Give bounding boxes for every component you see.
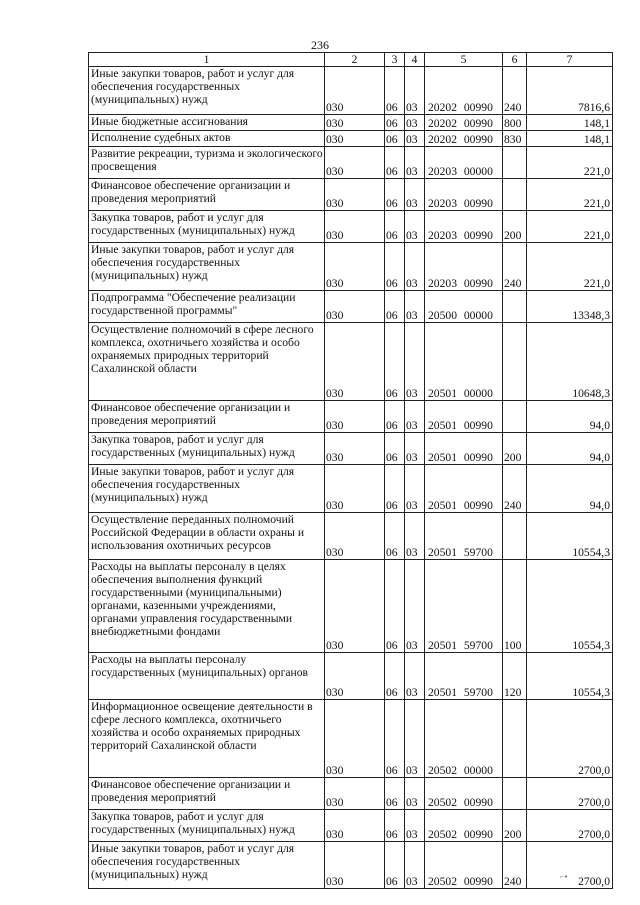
section-cell: 06 xyxy=(385,842,405,889)
target-article-cell: 20203 00990 xyxy=(425,179,503,211)
row-name: Развитие рекреации, туризма и экологического просвещения xyxy=(89,147,325,179)
code-cell: 030 xyxy=(325,778,385,810)
row-name: Финансовое обеспечение организации и проведения мероприятий xyxy=(89,778,325,810)
expense-type-cell: 240 xyxy=(503,243,527,291)
amount-cell: 148,1 xyxy=(527,131,613,147)
subsection-cell: 03 xyxy=(405,291,425,323)
column-header: 2 xyxy=(325,53,385,67)
target-article-cell: 20203 00990 xyxy=(425,211,503,243)
row-name: Осуществление переданных полномочий Российской Федерации в области охраны и использования охотничьих ресурсов xyxy=(89,513,325,560)
expense-type-cell xyxy=(503,291,527,323)
subsection-cell: 03 xyxy=(405,115,425,131)
row-name: Закупка товаров, работ и услуг для государственных (муниципальных) нужд xyxy=(89,433,325,465)
amount-cell: 94,0 xyxy=(527,465,613,513)
table-row xyxy=(89,243,613,291)
section-cell: 06 xyxy=(385,433,405,465)
amount-cell: 94,0 xyxy=(527,401,613,433)
expense-type-cell xyxy=(503,323,527,401)
section-cell: 06 xyxy=(385,243,405,291)
column-header: 5 xyxy=(425,53,503,67)
row-name: Иные закупки товаров, работ и услуг для обеспечения государственных (муниципальных) нужд xyxy=(89,842,325,889)
table-row xyxy=(89,465,613,513)
code-cell: 030 xyxy=(325,810,385,842)
row-name: Осуществление полномочий в сфере лесного комплекса, охотничьего хозяйства и особо охраняемых природных территорий Сахалинской области xyxy=(89,323,325,401)
amount-cell: 148,1 xyxy=(527,115,613,131)
amount-cell: 2700,0 xyxy=(527,810,613,842)
amount-cell: 10554,3 xyxy=(527,560,613,653)
section-cell: 06 xyxy=(385,67,405,115)
subsection-cell: 03 xyxy=(405,842,425,889)
section-cell: 06 xyxy=(385,810,405,842)
row-name: Иные бюджетные ассигнования xyxy=(89,115,325,131)
subsection-cell: 03 xyxy=(405,465,425,513)
expense-type-cell xyxy=(503,778,527,810)
code-cell: 030 xyxy=(325,67,385,115)
amount-cell: 221,0 xyxy=(527,179,613,211)
row-name: Исполнение судебных актов xyxy=(89,131,325,147)
column-header: 7 xyxy=(527,53,613,67)
target-article-cell: 20501 59700 xyxy=(425,513,503,560)
code-cell: 030 xyxy=(325,179,385,211)
table-row xyxy=(89,778,613,810)
amount-cell: 10554,3 xyxy=(527,513,613,560)
code-cell: 030 xyxy=(325,433,385,465)
row-name: Информационное освещение деятельности в сфере лесного комплекса, охотничьего хозяйства и особо охраняемых природных территорий Сахалинской области xyxy=(89,700,325,778)
subsection-cell: 03 xyxy=(405,810,425,842)
subsection-cell: 03 xyxy=(405,67,425,115)
section-cell: 06 xyxy=(385,778,405,810)
expense-type-cell: 120 xyxy=(503,653,527,700)
code-cell: 030 xyxy=(325,465,385,513)
section-cell: 06 xyxy=(385,465,405,513)
section-cell: 06 xyxy=(385,115,405,131)
target-article-cell: 20202 00990 xyxy=(425,67,503,115)
target-article-cell: 20502 00000 xyxy=(425,700,503,778)
code-cell: 030 xyxy=(325,115,385,131)
target-article-cell: 20501 00000 xyxy=(425,323,503,401)
subsection-cell: 03 xyxy=(405,778,425,810)
target-article-cell: 20501 59700 xyxy=(425,653,503,700)
expense-type-cell xyxy=(503,179,527,211)
code-cell: 030 xyxy=(325,147,385,179)
code-cell: 030 xyxy=(325,131,385,147)
section-cell: 06 xyxy=(385,700,405,778)
table-row xyxy=(89,211,613,243)
section-cell: 06 xyxy=(385,653,405,700)
expense-type-cell xyxy=(503,513,527,560)
subsection-cell: 03 xyxy=(405,131,425,147)
code-cell: 030 xyxy=(325,700,385,778)
expense-type-cell: 240 xyxy=(503,842,527,889)
table-row xyxy=(89,323,613,401)
row-name: Финансовое обеспечение организации и проведения мероприятий xyxy=(89,401,325,433)
section-cell: 06 xyxy=(385,131,405,147)
table-row xyxy=(89,653,613,700)
subsection-cell: 03 xyxy=(405,323,425,401)
column-header: 3 xyxy=(385,53,405,67)
table-row xyxy=(89,401,613,433)
target-article-cell: 20502 00990 xyxy=(425,842,503,889)
expense-type-cell: 240 xyxy=(503,67,527,115)
row-name: Подпрограмма "Обеспечение реализации государственной программы" xyxy=(89,291,325,323)
subsection-cell: 03 xyxy=(405,147,425,179)
code-cell: 030 xyxy=(325,291,385,323)
table-row xyxy=(89,131,613,147)
code-cell: 030 xyxy=(325,560,385,653)
expense-type-cell: 200 xyxy=(503,211,527,243)
code-cell: 030 xyxy=(325,243,385,291)
amount-cell: 94,0 xyxy=(527,433,613,465)
target-article-cell: 20501 59700 xyxy=(425,560,503,653)
expense-type-cell xyxy=(503,147,527,179)
section-cell: 06 xyxy=(385,291,405,323)
subsection-cell: 03 xyxy=(405,513,425,560)
expense-type-cell: 800 xyxy=(503,115,527,131)
subsection-cell: 03 xyxy=(405,560,425,653)
target-article-cell: 20501 00990 xyxy=(425,465,503,513)
amount-cell: 221,0 xyxy=(527,211,613,243)
amount-cell: 7816,6 xyxy=(527,67,613,115)
target-article-cell: 20203 00990 xyxy=(425,243,503,291)
amount-cell: 2700,0 xyxy=(527,700,613,778)
table-row xyxy=(89,700,613,778)
table-row xyxy=(89,179,613,211)
expense-type-cell: 200 xyxy=(503,810,527,842)
row-name: Расходы на выплаты персоналу в целях обеспечения выполнения функций государственными (муниципальными) органами, казенными учреждениями, органами управления государственными внебюджетными фондами xyxy=(89,560,325,653)
section-cell: 06 xyxy=(385,560,405,653)
section-cell: 06 xyxy=(385,179,405,211)
amount-cell: 2700,0 xyxy=(527,778,613,810)
target-article-cell: 20501 00990 xyxy=(425,433,503,465)
scan-mark: ⌐▪ xyxy=(560,872,568,881)
section-cell: 06 xyxy=(385,323,405,401)
amount-cell: 13348,3 xyxy=(527,291,613,323)
target-article-cell: 20500 00000 xyxy=(425,291,503,323)
subsection-cell: 03 xyxy=(405,179,425,211)
row-name: Расходы на выплаты персоналу государственных (муниципальных) органов xyxy=(89,653,325,700)
expense-type-cell: 240 xyxy=(503,465,527,513)
table-row xyxy=(89,842,613,889)
row-name: Иные закупки товаров, работ и услуг для обеспечения государственных (муниципальных) нужд xyxy=(89,243,325,291)
subsection-cell: 03 xyxy=(405,243,425,291)
row-name: Иные закупки товаров, работ и услуг для обеспечения государственных (муниципальных) нужд xyxy=(89,465,325,513)
row-name: Финансовое обеспечение организации и проведения мероприятий xyxy=(89,179,325,211)
table-row xyxy=(89,115,613,131)
target-article-cell: 20202 00990 xyxy=(425,115,503,131)
amount-cell: 221,0 xyxy=(527,147,613,179)
expense-type-cell xyxy=(503,401,527,433)
amount-cell: 2700,0 xyxy=(527,842,613,889)
amount-cell: 221,0 xyxy=(527,243,613,291)
table-row xyxy=(89,810,613,842)
table-row xyxy=(89,67,613,115)
expense-type-cell: 200 xyxy=(503,433,527,465)
section-cell: 06 xyxy=(385,147,405,179)
section-cell: 06 xyxy=(385,513,405,560)
code-cell: 030 xyxy=(325,653,385,700)
column-header: 1 xyxy=(89,53,325,67)
table-row xyxy=(89,560,613,653)
table-body xyxy=(89,53,613,889)
code-cell: 030 xyxy=(325,513,385,560)
row-name: Закупка товаров, работ и услуг для государственных (муниципальных) нужд xyxy=(89,211,325,243)
section-cell: 06 xyxy=(385,211,405,243)
subsection-cell: 03 xyxy=(405,211,425,243)
column-header: 4 xyxy=(405,53,425,67)
target-article-cell: 20202 00990 xyxy=(425,131,503,147)
budget-table xyxy=(88,52,613,889)
amount-cell: 10554,3 xyxy=(527,653,613,700)
section-cell: 06 xyxy=(385,401,405,433)
expense-type-cell: 830 xyxy=(503,131,527,147)
target-article-cell: 20502 00990 xyxy=(425,778,503,810)
target-article-cell: 20203 00000 xyxy=(425,147,503,179)
table-row xyxy=(89,513,613,560)
subsection-cell: 03 xyxy=(405,401,425,433)
subsection-cell: 03 xyxy=(405,433,425,465)
expense-type-cell: 100 xyxy=(503,560,527,653)
amount-cell: 10648,3 xyxy=(527,323,613,401)
column-header: 6 xyxy=(503,53,527,67)
target-article-cell: 20501 00990 xyxy=(425,401,503,433)
code-cell: 030 xyxy=(325,842,385,889)
table-row xyxy=(89,291,613,323)
subsection-cell: 03 xyxy=(405,653,425,700)
row-name: Закупка товаров, работ и услуг для государственных (муниципальных) нужд xyxy=(89,810,325,842)
target-article-cell: 20502 00990 xyxy=(425,810,503,842)
expense-type-cell xyxy=(503,700,527,778)
row-name: Иные закупки товаров, работ и услуг для обеспечения государственных (муниципальных) нужд xyxy=(89,67,325,115)
code-cell: 030 xyxy=(325,211,385,243)
table-row xyxy=(89,147,613,179)
code-cell: 030 xyxy=(325,401,385,433)
table-row xyxy=(89,433,613,465)
subsection-cell: 03 xyxy=(405,700,425,778)
page-number: 236 xyxy=(311,38,329,52)
table-header-row xyxy=(89,53,613,67)
code-cell: 030 xyxy=(325,323,385,401)
